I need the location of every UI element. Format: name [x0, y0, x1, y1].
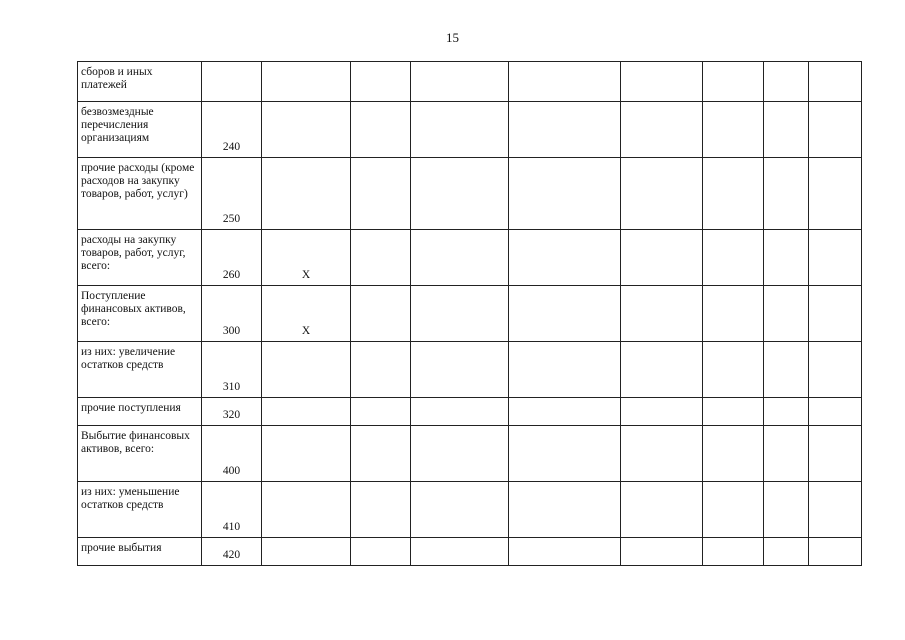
value-cell	[809, 342, 862, 398]
row-mark	[262, 538, 351, 566]
row-mark	[262, 426, 351, 482]
row-label-cell	[78, 230, 202, 286]
value-cell	[703, 230, 764, 286]
table-row	[78, 342, 862, 398]
row-mark	[262, 102, 351, 158]
value-cell	[764, 398, 809, 426]
row-mark	[262, 62, 351, 102]
table-row	[78, 230, 862, 286]
value-cell	[411, 62, 509, 102]
value-cell	[703, 62, 764, 102]
row-label-cell	[78, 286, 202, 342]
value-cell	[809, 158, 862, 230]
table-row	[78, 286, 862, 342]
value-cell	[509, 538, 621, 566]
value-cell	[621, 482, 703, 538]
row-label: Выбытие финансовых активов, всего:	[81, 430, 190, 455]
value-cell	[351, 62, 411, 102]
value-cell	[764, 102, 809, 158]
value-cell	[351, 538, 411, 566]
row-label: безвозмездные перечисления организациям	[81, 106, 154, 144]
value-cell	[703, 102, 764, 158]
value-cell	[809, 102, 862, 158]
row-code: 240	[202, 102, 262, 158]
value-cell	[351, 286, 411, 342]
value-cell	[809, 286, 862, 342]
value-cell	[764, 158, 809, 230]
row-label: прочие расходы (кроме расходов на закупку товаров, работ, услуг)	[81, 162, 195, 200]
value-cell	[764, 342, 809, 398]
row-label-cell	[78, 538, 202, 566]
row-code: 410	[202, 482, 262, 538]
value-cell	[703, 482, 764, 538]
value-cell	[411, 102, 509, 158]
row-code: 250	[202, 158, 262, 230]
table-row	[78, 538, 862, 566]
value-cell	[509, 62, 621, 102]
row-mark	[262, 482, 351, 538]
row-mark: X	[262, 286, 351, 342]
value-cell	[764, 62, 809, 102]
row-label: Поступление финансовых активов, всего:	[81, 290, 186, 328]
value-cell	[621, 158, 703, 230]
value-cell	[703, 342, 764, 398]
value-cell	[411, 230, 509, 286]
value-cell	[351, 342, 411, 398]
row-label-cell	[78, 426, 202, 482]
row-mark	[262, 158, 351, 230]
value-cell	[621, 398, 703, 426]
value-cell	[351, 158, 411, 230]
value-cell	[764, 426, 809, 482]
row-label: расходы на закупку товаров, работ, услуг, всего:	[81, 234, 186, 272]
row-code: 260	[202, 230, 262, 286]
row-label-cell	[78, 482, 202, 538]
value-cell	[509, 158, 621, 230]
value-cell	[703, 426, 764, 482]
row-label-cell	[78, 398, 202, 426]
row-code	[202, 62, 262, 102]
row-mark	[262, 342, 351, 398]
value-cell	[621, 286, 703, 342]
page-number: 15	[446, 30, 459, 45]
value-cell	[621, 538, 703, 566]
row-label-cell	[78, 342, 202, 398]
value-cell	[764, 482, 809, 538]
row-mark	[262, 398, 351, 426]
value-cell	[764, 286, 809, 342]
table-row	[78, 158, 862, 230]
value-cell	[703, 286, 764, 342]
value-cell	[509, 426, 621, 482]
table-row	[78, 62, 862, 102]
row-label-cell	[78, 102, 202, 158]
value-cell	[411, 426, 509, 482]
value-cell	[809, 398, 862, 426]
row-code: 310	[202, 342, 262, 398]
value-cell	[351, 426, 411, 482]
value-cell	[621, 342, 703, 398]
table-row	[78, 482, 862, 538]
row-label-cell	[78, 158, 202, 230]
row-mark: X	[262, 230, 351, 286]
value-cell	[509, 230, 621, 286]
value-cell	[809, 538, 862, 566]
value-cell	[703, 398, 764, 426]
value-cell	[351, 398, 411, 426]
row-label: из них: уменьшение остатков средств	[81, 486, 180, 511]
value-cell	[351, 102, 411, 158]
value-cell	[621, 62, 703, 102]
value-cell	[764, 230, 809, 286]
row-label: прочие поступления	[81, 402, 181, 414]
value-cell	[509, 342, 621, 398]
value-cell	[621, 426, 703, 482]
value-cell	[621, 230, 703, 286]
row-code: 420	[202, 538, 262, 566]
value-cell	[411, 158, 509, 230]
row-code: 300	[202, 286, 262, 342]
value-cell	[351, 482, 411, 538]
value-cell	[703, 158, 764, 230]
table-body	[78, 62, 862, 566]
row-label-cell	[78, 62, 202, 102]
value-cell	[809, 482, 862, 538]
table-row	[78, 102, 862, 158]
row-code: 400	[202, 426, 262, 482]
row-code: 320	[202, 398, 262, 426]
value-cell	[411, 342, 509, 398]
financial-report-table	[77, 61, 862, 566]
value-cell	[809, 62, 862, 102]
value-cell	[809, 426, 862, 482]
value-cell	[764, 538, 809, 566]
table-row	[78, 426, 862, 482]
row-label: из них: увеличение остатков средств	[81, 346, 176, 371]
row-label: прочие выбытия	[81, 542, 162, 554]
table-row	[78, 398, 862, 426]
value-cell	[411, 482, 509, 538]
value-cell	[411, 538, 509, 566]
row-label: сборов и иных платежей	[81, 66, 153, 91]
value-cell	[621, 102, 703, 158]
value-cell	[509, 286, 621, 342]
value-cell	[809, 230, 862, 286]
value-cell	[509, 102, 621, 158]
value-cell	[351, 230, 411, 286]
value-cell	[703, 538, 764, 566]
value-cell	[411, 286, 509, 342]
value-cell	[509, 482, 621, 538]
value-cell	[509, 398, 621, 426]
value-cell	[411, 398, 509, 426]
